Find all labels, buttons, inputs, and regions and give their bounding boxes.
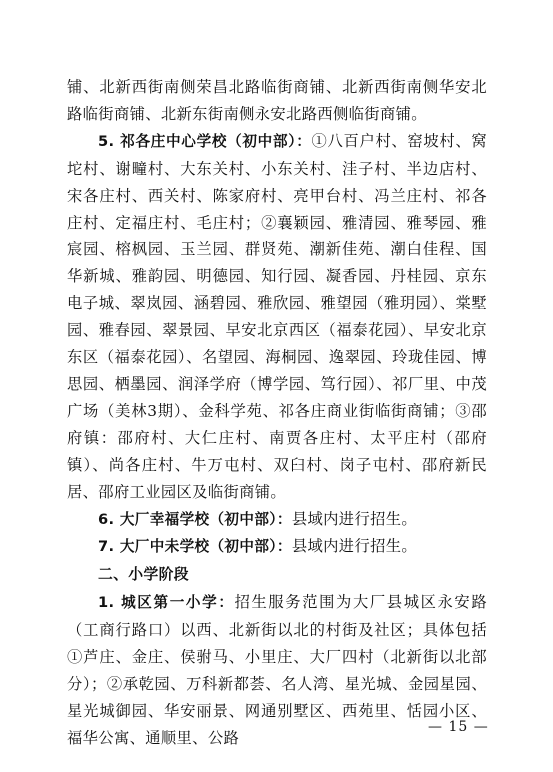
school-name-label: 6. 大厂幸福学校（初中部）：	[98, 510, 292, 528]
paragraph-text: 招生服务范围为大厂县城区永安路（工商行路口）以西、北新街以北的村街及社区；具体包括①芦庄、金庄、侯驸马、小里庄、大厂四村（北新街以北部分）；②承乾园、万科新都荟、名人湾、星光城、金园星园、星光城御园、华安丽景、网通别墅区、西苑里、恬园小区、福华公寓、通顺里、公路	[67, 593, 487, 747]
paragraph-text: ①八百户村、窑坡村、窝坨村、谢疃村、大东关村、小东关村、洼子村、半边店村、宋各庄村、西关村、陈家府村、亮甲台村、冯兰庄村、祁各庄村、定福庄村、毛庄村；②襄颖园、雅清园、雅琴园、雅宸园、榕枫园、玉兰园、群贤苑、潮新佳苑、潮白佳程、国华新城、雅韵园、明德园、知行园、凝香园、丹桂园、京东电子城、翠岚园、涵碧园、雅欣园、雅望园（雅玥园）、棠墅园、雅春园、翠景园、早安北京西区（福泰花园）、早安北京东区（福泰花园）、名望园、海桐园、逸翠园、玲珑佳园、博思园、栖墨园、润泽学府（博学园、笃行园）、祁厂里、中茂广场（美林3期）、金科学苑、祁各庄商业街临街商铺；③邵府镇：邵府村、大仁庄村、南贾各庄村、太平庄村（邵府镇）、尚各庄村、牛万屯村、双臼村、岗子屯村、邵府新民居、邵府工业园区及临街商铺。	[67, 131, 487, 501]
body-text	[67, 74, 487, 752]
school-name-label: 7. 大厂中未学校（初中部）：	[98, 538, 292, 556]
school-name-label: 1. 城区第一小学：	[98, 594, 235, 612]
paragraph-school-7	[67, 533, 487, 561]
paragraph-text: 县域内进行招生。	[291, 537, 418, 556]
paragraph-continuation	[67, 74, 487, 128]
section-heading	[67, 561, 487, 589]
school-name-label: 5. 祁各庄中心学校（初中部）：	[98, 132, 312, 150]
paragraph-text: 县域内进行招生。	[291, 509, 418, 528]
paragraph-school-5	[67, 128, 487, 506]
paragraph-text: 铺、北新西街南侧荣昌北路临街商铺、北新西街南侧华安北路临街商铺、北新东街南侧永安北路西侧临街商铺。	[67, 78, 487, 123]
paragraph-primary-school-1	[67, 589, 487, 751]
page-number: — 15 —	[428, 719, 489, 735]
section-heading-text: 二、小学阶段	[98, 566, 189, 584]
paragraph-school-6	[67, 506, 487, 534]
